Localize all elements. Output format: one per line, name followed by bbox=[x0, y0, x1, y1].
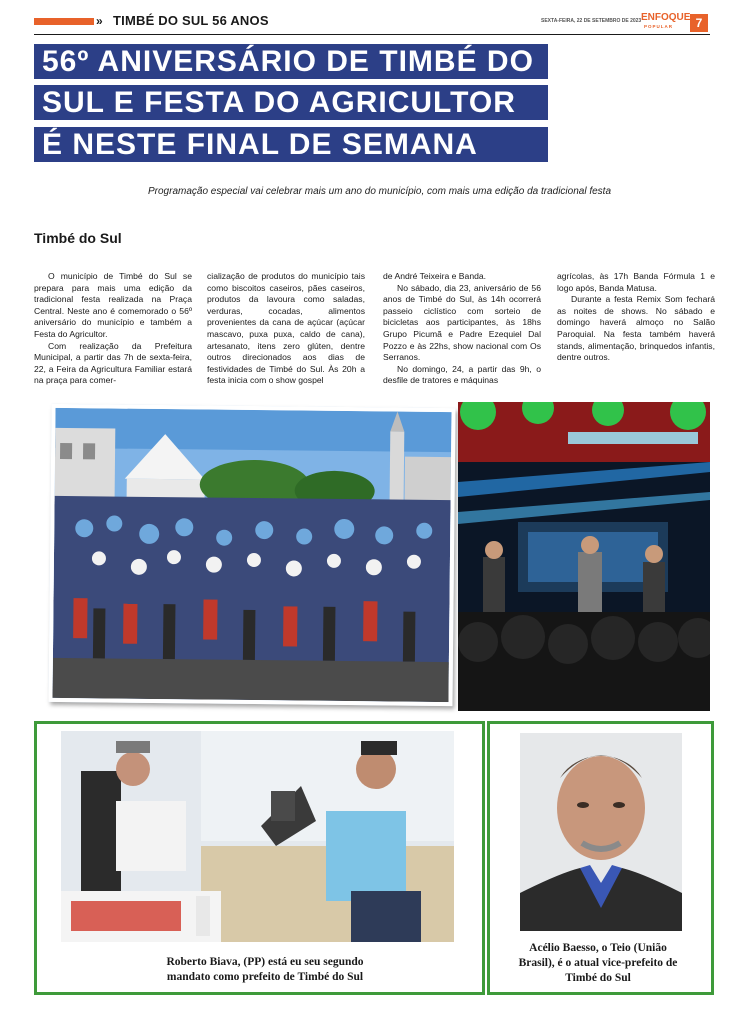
caption-line: Roberto Biava, (PP) está eu seu segundo bbox=[166, 956, 364, 968]
article-column-1 bbox=[34, 271, 192, 387]
paragraph: No domingo, 24, a partir das 9h, o desfile de tratores e máquinas bbox=[383, 363, 541, 386]
headline-line-1: 56º ANIVERSÁRIO DE TIMBÉ DO bbox=[34, 44, 548, 79]
newspaper-logo: ENFOQUE bbox=[641, 12, 691, 23]
page-number: 7 bbox=[690, 14, 708, 32]
headline-line-2: SUL E FESTA DO AGRICULTOR bbox=[34, 85, 548, 120]
header-divider bbox=[34, 34, 710, 35]
mayor-office-photo bbox=[61, 731, 454, 942]
issue-date: SEXTA-FEIRA, 22 DE SETEMBRO DE 2023 bbox=[541, 18, 642, 24]
article-kicker: Timbé do Sul bbox=[34, 230, 122, 246]
article-column-2 bbox=[207, 271, 365, 387]
section-title: TIMBÉ DO SUL 56 ANOS bbox=[113, 13, 269, 28]
paragraph: cialização de produtos do município tais como biscoitos caseiros, pães caseiros, produtos da lavoura como saladas, verduras, cocadas, alimentos provenientes da cana de açúcar (açúcar mascavo, puxa puxa, caldo de cana), artesanato, itens zero glúten, dentre outros direcionados aos dias de festividades de Timbé do Sul. Às 20h a festa inicia com o show gospel bbox=[207, 271, 365, 386]
header-accent-bar bbox=[34, 18, 94, 25]
paragraph: O município de Timbé do Sul se prepara para mais uma edição da tradicional festa realizada na Praça Central. Neste ano é comemorado o 56º aniversário do município e também a Festa do Agricultor. bbox=[34, 271, 192, 339]
paragraph: Durante a festa Remix Som fechará as noites de shows. No sábado e domingo haverá almoço no Salão Paroquial. Na festa também haverá stands, alimentação, brinquedos infantis, dentre outros. bbox=[557, 294, 715, 363]
festival-crowd-photo bbox=[48, 404, 455, 706]
newspaper-logo-sub: POPULAR bbox=[644, 24, 674, 29]
caption-line: mandato como prefeito de Timbé do Sul bbox=[166, 971, 364, 983]
caption-line: Acélio Baesso, o Teio (União bbox=[529, 942, 667, 954]
paragraph: Com realização da Prefeitura Municipal, a partir das 7h de sexta-feira, 22, a Feira da Agricultura Familiar estará na praça para comer- bbox=[34, 340, 192, 386]
vice-mayor-portrait-photo bbox=[520, 733, 682, 931]
paragraph: de André Teixeira e Banda. bbox=[383, 271, 487, 281]
headline-line-3: É NESTE FINAL DE SEMANA bbox=[34, 127, 548, 162]
paragraph: No sábado, dia 23, aniversário de 56 anos de Timbé do Sul, às 14h ocorrerá passeio ciclístico com sorteio de bicicletas aos participantes, às 18hs Grupo Picumã e Padre Ezequiel Dal Pozzo e às 22hs, show nacional com Os Serranos. bbox=[383, 282, 541, 363]
caption-line: Brasil), é o atual vice-prefeito de bbox=[518, 957, 678, 969]
header-arrows-icon: » bbox=[96, 14, 101, 28]
article-column-3 bbox=[383, 271, 541, 387]
mayor-photo-caption bbox=[120, 955, 410, 985]
vice-mayor-photo-caption bbox=[494, 941, 702, 986]
caption-line: Timbé do Sul bbox=[565, 972, 631, 984]
paragraph: agrícolas, às 17h Banda Fórmula 1 e logo após, Banda Matusa. bbox=[557, 271, 715, 293]
article-subtitle: Programação especial vai celebrar mais um ano do município, com mais uma edição da tradicional festa bbox=[148, 186, 612, 197]
stage-show-photo bbox=[458, 402, 710, 711]
article-column-4 bbox=[557, 271, 715, 364]
